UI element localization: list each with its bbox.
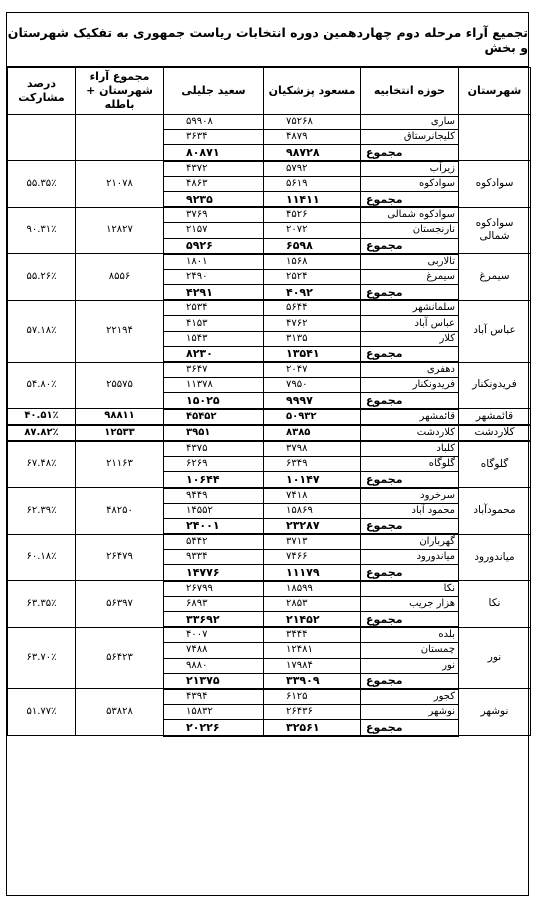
district-cell: میاندورود (361, 550, 459, 565)
jalili-votes: ۴۳۹۴ (164, 689, 264, 705)
jalili-votes: ۶۸۹۳ (164, 596, 264, 611)
jalili-votes: ۱۱۳۷۸ (164, 378, 264, 393)
county-cell: عباس آباد (459, 300, 531, 362)
header-jalili: سعید جلیلی (164, 68, 264, 115)
pezeshkian-votes: ۸۳۸۵ (264, 425, 361, 441)
jalili-votes: ۴۵۴۵۲ (164, 409, 264, 425)
sum-label: مجموع (361, 565, 459, 581)
jalili-votes: ۶۲۶۹ (164, 457, 264, 472)
participation-rate: ۵۷.۱۸٪ (8, 300, 76, 362)
pezeshkian-votes: ۱۵۸۶۹ (264, 503, 361, 518)
jalili-sum: ۳۳۶۹۲ (164, 612, 264, 628)
jalili-votes: ۴۸۶۳ (164, 176, 264, 191)
jalili-sum: ۱۴۷۷۶ (164, 565, 264, 581)
district-cell: ساری (361, 115, 459, 130)
jalili-votes: ۹۸۸۰ (164, 658, 264, 673)
participation-rate: ۶۳.۳۵٪ (8, 581, 76, 628)
participation-rate: ۴۰.۵۱٪ (8, 409, 76, 425)
jalili-votes: ۳۶۳۴ (164, 130, 264, 145)
district-cell: گهرباران (361, 534, 459, 550)
pezeshkian-votes: ۳۱۳۵ (264, 331, 361, 346)
jalili-votes: ۴۳۷۵ (164, 441, 264, 457)
jalili-votes: ۴۳۷۲ (164, 161, 264, 177)
pezeshkian-votes: ۵۷۹۲ (264, 161, 361, 177)
district-cell: زیرآب (361, 161, 459, 177)
pezeshkian-sum: ۴۰۹۲ (264, 285, 361, 301)
table-row (8, 441, 531, 457)
county-total-votes: ۴۸۲۵۰ (76, 488, 164, 535)
sum-label: مجموع (361, 393, 459, 409)
pezeshkian-votes: ۴۸۷۹ (264, 130, 361, 145)
header-row (8, 68, 531, 115)
jalili-votes: ۳۶۴۷ (164, 362, 264, 378)
table-row (8, 534, 531, 550)
county-cell (459, 115, 531, 161)
county-cell: سیمرغ (459, 254, 531, 301)
county-cell: نور (459, 627, 531, 689)
sum-label: مجموع (361, 238, 459, 254)
jalili-votes: ۲۴۹۰ (164, 269, 264, 284)
header-district: حوزه انتخابیه (361, 68, 459, 115)
sum-label: مجموع (361, 191, 459, 207)
county-total-votes: ۱۲۸۲۷ (76, 207, 164, 254)
participation-rate: ۶۳.۷۰٪ (8, 627, 76, 689)
pezeshkian-sum: ۲۱۴۵۲ (264, 612, 361, 628)
pezeshkian-votes: ۲۰۴۷ (264, 362, 361, 378)
county-cell: نوشهر (459, 689, 531, 736)
pezeshkian-votes: ۷۵۲۶۸ (264, 115, 361, 130)
jalili-sum: ۸۰۸۷۱ (164, 145, 264, 161)
jalili-votes: ۲۶۷۹۹ (164, 581, 264, 597)
header-pezeshkian: مسعود پزشکیان (264, 68, 361, 115)
county-total-votes: ۲۱۱۶۳ (76, 441, 164, 488)
district-cell: نکا (361, 581, 459, 597)
pezeshkian-votes: ۴۷۶۲ (264, 316, 361, 331)
county-cell: قائمشهر (459, 409, 531, 425)
county-total-votes: ۲۵۵۷۵ (76, 362, 164, 409)
jalili-sum: ۸۲۳۰ (164, 346, 264, 362)
district-cell: قائمشهر (361, 409, 459, 425)
jalili-sum: ۱۵۰۲۵ (164, 393, 264, 409)
table-row (8, 207, 531, 223)
pezeshkian-votes: ۶۳۴۹ (264, 457, 361, 472)
results-body (8, 115, 531, 736)
sum-label: مجموع (361, 720, 459, 736)
results-table (7, 67, 531, 737)
county-total-votes (76, 115, 164, 161)
pezeshkian-votes: ۱۵۶۸ (264, 254, 361, 270)
table-row (8, 581, 531, 597)
district-cell: کجور (361, 689, 459, 705)
county-total-votes: ۵۶۳۹۷ (76, 581, 164, 628)
jalili-votes: ۳۹۵۱ (164, 425, 264, 441)
header-participation: درصد مشارکت (8, 68, 76, 115)
jalili-votes: ۴۱۵۳ (164, 316, 264, 331)
sum-label: مجموع (361, 285, 459, 301)
pezeshkian-sum: ۳۲۵۶۱ (264, 720, 361, 736)
table-row (8, 488, 531, 504)
jalili-votes: ۲۱۵۷ (164, 223, 264, 238)
district-cell: کلیجانرستاق (361, 130, 459, 145)
jalili-votes: ۵۹۹۰۸ (164, 115, 264, 130)
district-cell: هزار جریب (361, 596, 459, 611)
district-cell: نور (361, 658, 459, 673)
participation-rate (8, 115, 76, 161)
results-document (6, 12, 529, 896)
jalili-sum: ۵۹۲۶ (164, 238, 264, 254)
pezeshkian-votes: ۷۹۵۰ (264, 378, 361, 393)
district-cell: کلار (361, 331, 459, 346)
jalili-sum: ۲۰۲۲۶ (164, 720, 264, 736)
jalili-sum: ۲۴۰۰۱ (164, 518, 264, 534)
county-cell: گلوگاه (459, 441, 531, 488)
pezeshkian-votes: ۵۰۹۳۲ (264, 409, 361, 425)
county-cell: نکا (459, 581, 531, 628)
county-total-votes: ۱۲۵۳۳ (76, 425, 164, 441)
pezeshkian-votes: ۷۴۱۸ (264, 488, 361, 504)
jalili-votes: ۲۵۳۴ (164, 300, 264, 316)
jalili-votes: ۵۴۴۲ (164, 534, 264, 550)
header-total-votes: مجموع آراء شهرستان + باطله (76, 68, 164, 115)
county-total-votes: ۸۵۵۶ (76, 254, 164, 301)
sum-label: مجموع (361, 518, 459, 534)
pezeshkian-sum: ۱۰۱۴۷ (264, 472, 361, 488)
table-row (8, 409, 531, 425)
pezeshkian-votes: ۵۶۴۴ (264, 300, 361, 316)
pezeshkian-sum: ۹۸۷۲۸ (264, 145, 361, 161)
participation-rate: ۹۰.۳۱٪ (8, 207, 76, 254)
jalili-votes: ۷۴۸۸ (164, 643, 264, 658)
jalili-votes: ۱۵۸۳۲ (164, 705, 264, 720)
county-cell: محمودآباد (459, 488, 531, 535)
district-cell: دهفری (361, 362, 459, 378)
pezeshkian-votes: ۶۱۲۵ (264, 689, 361, 705)
table-row (8, 115, 531, 130)
pezeshkian-votes: ۲۵۲۴ (264, 269, 361, 284)
county-total-votes: ۵۳۸۲۸ (76, 689, 164, 736)
district-cell: نارنجستان (361, 223, 459, 238)
district-cell: محمود آباد (361, 503, 459, 518)
district-cell: عباس آباد (361, 316, 459, 331)
participation-rate: ۵۴.۸۰٪ (8, 362, 76, 409)
header-county: شهرستان (459, 68, 531, 115)
pezeshkian-votes: ۱۲۴۸۱ (264, 643, 361, 658)
participation-rate: ۸۷.۸۲٪ (8, 425, 76, 441)
pezeshkian-sum: ۱۳۵۴۱ (264, 346, 361, 362)
pezeshkian-sum: ۲۳۲۸۷ (264, 518, 361, 534)
pezeshkian-sum: ۹۹۹۷ (264, 393, 361, 409)
district-cell: سوادکوه (361, 176, 459, 191)
pezeshkian-votes: ۷۴۶۶ (264, 550, 361, 565)
sum-label: مجموع (361, 673, 459, 689)
table-row (8, 161, 531, 177)
participation-rate: ۶۰.۱۸٪ (8, 534, 76, 581)
county-total-votes: ۵۶۴۲۳ (76, 627, 164, 689)
sum-label: مجموع (361, 346, 459, 362)
sum-label: مجموع (361, 612, 459, 628)
district-cell: سوادکوه شمالی (361, 207, 459, 223)
county-cell: سوادکوه (459, 161, 531, 208)
district-cell: سلمانشهر (361, 300, 459, 316)
jalili-votes: ۱۵۴۳ (164, 331, 264, 346)
jalili-sum: ۲۱۳۷۵ (164, 673, 264, 689)
district-cell: فریدونکنار (361, 378, 459, 393)
pezeshkian-votes: ۴۵۲۶ (264, 207, 361, 223)
county-total-votes: ۲۶۴۷۹ (76, 534, 164, 581)
district-cell: بلده (361, 627, 459, 643)
district-cell: سرخرود (361, 488, 459, 504)
participation-rate: ۶۷.۴۸٪ (8, 441, 76, 488)
pezeshkian-votes: ۳۷۱۳ (264, 534, 361, 550)
jalili-votes: ۱۴۵۵۲ (164, 503, 264, 518)
table-row (8, 689, 531, 705)
table-row (8, 254, 531, 270)
district-cell: کلباد (361, 441, 459, 457)
document-title: تجمیع آراء مرحله دوم چهاردهمین دوره انتخابات ریاست جمهوری به تفکیک شهرستان و بخش (7, 13, 528, 67)
sum-label: مجموع (361, 145, 459, 161)
district-cell: چمستان (361, 643, 459, 658)
pezeshkian-sum: ۶۵۹۸ (264, 238, 361, 254)
county-cell: کلاردشت (459, 425, 531, 441)
pezeshkian-votes: ۳۷۹۸ (264, 441, 361, 457)
table-row (8, 300, 531, 316)
pezeshkian-sum: ۱۱۴۱۱ (264, 191, 361, 207)
sum-label: مجموع (361, 472, 459, 488)
table-row (8, 425, 531, 441)
pezeshkian-votes: ۱۷۹۸۴ (264, 658, 361, 673)
county-total-votes: ۲۲۱۹۴ (76, 300, 164, 362)
jalili-sum: ۹۲۳۵ (164, 191, 264, 207)
pezeshkian-votes: ۲۸۵۳ (264, 596, 361, 611)
county-cell: فریدونکنار (459, 362, 531, 409)
district-cell: گلوگاه (361, 457, 459, 472)
district-cell: نوشهر (361, 705, 459, 720)
pezeshkian-votes: ۵۶۱۹ (264, 176, 361, 191)
pezeshkian-votes: ۲۰۷۲ (264, 223, 361, 238)
participation-rate: ۵۵.۳۵٪ (8, 161, 76, 208)
participation-rate: ۶۲.۳۹٪ (8, 488, 76, 535)
jalili-sum: ۴۲۹۱ (164, 285, 264, 301)
pezeshkian-sum: ۳۳۹۰۹ (264, 673, 361, 689)
jalili-votes: ۹۴۴۹ (164, 488, 264, 504)
county-cell: میاندورود (459, 534, 531, 581)
county-cell: سوادکوه شمالی (459, 207, 531, 254)
participation-rate: ۵۱.۷۷٪ (8, 689, 76, 736)
jalili-sum: ۱۰۶۴۴ (164, 472, 264, 488)
county-total-votes: ۲۱۰۷۸ (76, 161, 164, 208)
pezeshkian-votes: ۱۸۵۹۹ (264, 581, 361, 597)
jalili-votes: ۹۳۳۴ (164, 550, 264, 565)
jalili-votes: ۴۰۰۷ (164, 627, 264, 643)
pezeshkian-votes: ۳۴۴۴ (264, 627, 361, 643)
district-cell: سیمرغ (361, 269, 459, 284)
table-row (8, 362, 531, 378)
pezeshkian-sum: ۱۱۱۷۹ (264, 565, 361, 581)
jalili-votes: ۳۷۶۹ (164, 207, 264, 223)
jalili-votes: ۱۸۰۱ (164, 254, 264, 270)
district-cell: تالاربی (361, 254, 459, 270)
participation-rate: ۵۵.۲۶٪ (8, 254, 76, 301)
district-cell: کلاردشت (361, 425, 459, 441)
pezeshkian-votes: ۲۶۴۳۶ (264, 705, 361, 720)
county-total-votes: ۹۸۸۱۱ (76, 409, 164, 425)
table-row (8, 627, 531, 643)
